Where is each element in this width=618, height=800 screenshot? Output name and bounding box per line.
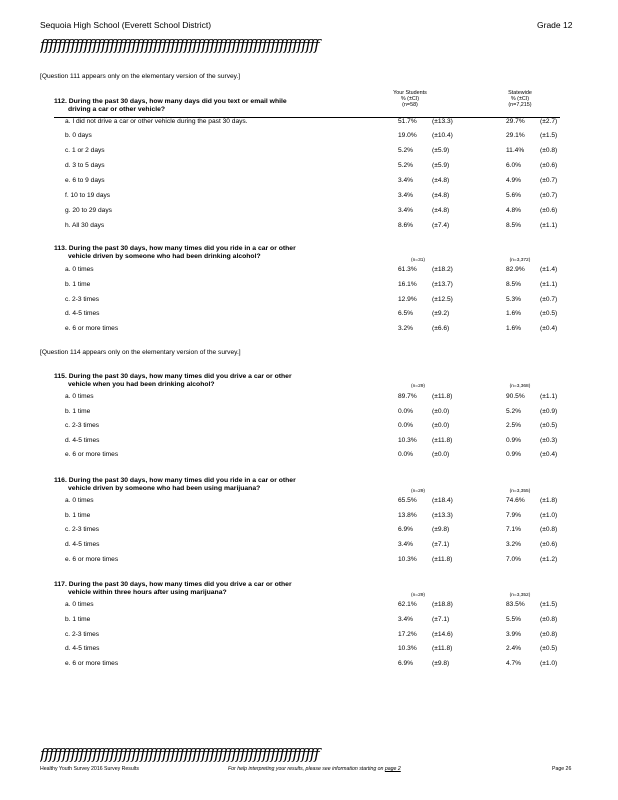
table-row: e. 6 to 9 days 3.4% (±4.8) 4.9% (±0.7) <box>65 177 558 184</box>
school-header: Sequoia High School (Everett School District) <box>40 20 212 30</box>
n-count-local: (n=31) <box>411 258 425 263</box>
table-row: d. 4-5 times 10.3% (±11.8) 0.9% (±0.3) <box>65 437 558 444</box>
table-row: c. 1 or 2 days 5.2% (±5.9) 11.4% (±0.8) <box>65 147 558 154</box>
note-question-114: [Question 114 appears only on the elementary version of the survey.] <box>40 349 241 356</box>
table-row: e. 6 or more times 3.2% (±6.6) 1.6% (±0.4) <box>65 325 558 332</box>
table-row: d. 4-5 times 6.5% (±9.2) 1.6% (±0.5) <box>65 310 558 317</box>
table-row: a. I did not drive a car or other vehicle during the past 30 days. 51.7% (±13.3) 29.7% (±2.7) <box>65 118 558 125</box>
grade-label: Grade 12 <box>537 20 573 30</box>
question-116-title: 116. During the past 30 days, how many times did you ride in a car or other vehicle driven by someone who had been using marijuana? <box>54 477 296 492</box>
table-row: a. 0 times 65.5% (±18.4) 74.6% (±1.8) <box>65 497 558 504</box>
table-row: b. 1 time 13.8% (±13.3) 7.9% (±1.0) <box>65 512 558 519</box>
table-row: b. 1 time 0.0% (±0.0) 5.2% (±0.9) <box>65 408 558 415</box>
table-row: d. 4-5 times 3.4% (±7.1) 3.2% (±0.6) <box>65 541 558 548</box>
n-count-state: (n=3,372) <box>509 258 531 263</box>
table-row: c. 2-3 times 0.0% (±0.0) 2.5% (±0.5) <box>65 422 558 429</box>
table-row: c. 2-3 times 12.9% (±12.5) 5.3% (±0.7) <box>65 296 558 303</box>
page-2-link[interactable]: page 2 <box>384 766 401 772</box>
footer-survey-title: Healthy Youth Survey 2016 Survey Results <box>40 766 139 772</box>
table-row: c. 2-3 times 17.2% (±14.6) 3.9% (±0.8) <box>65 631 558 638</box>
table-row: d. 3 to 5 days 5.2% (±5.9) 6.0% (±0.6) <box>65 162 558 169</box>
table-row: b. 1 time 16.1% (±13.7) 8.5% (±1.1) <box>65 281 558 288</box>
n-count-state: (n=3,368) <box>509 384 531 389</box>
table-row: e. 6 or more times 10.3% (±11.8) 7.0% (±1.2) <box>65 556 558 563</box>
n-count-state: (n=3,352) <box>509 593 531 598</box>
n-count-local: (n=29) <box>411 593 425 598</box>
table-row: e. 6 or more times 6.9% (±9.8) 4.7% (±1.0) <box>65 660 558 667</box>
question-113-title: 113. During the past 30 days, how many times did you ride in a car or other vehicle driven by someone who had been drinking alcohol? <box>54 245 296 260</box>
table-row: a. 0 times 62.1% (±18.8) 83.5% (±1.5) <box>65 601 558 608</box>
n-count-state: (n=3,355) <box>509 489 531 494</box>
table-row: a. 0 times 89.7% (±11.8) 90.5% (±1.1) <box>65 393 558 400</box>
table-row: c. 2-3 times 6.9% (±9.8) 7.1% (±0.8) <box>65 526 558 533</box>
decorative-rule-top: ffffffffffffffffffffffffffffffffffffffffffffffffffffffffffffffff <box>40 36 319 54</box>
n-count-local: (n=29) <box>411 384 425 389</box>
question-115-title: 115. During the past 30 days, how many times did you drive a car or other vehicle when you had been drinking alcohol? <box>54 373 292 388</box>
table-row: d. 4-5 times 10.3% (±11.8) 2.4% (±0.5) <box>65 645 558 652</box>
table-row: b. 1 time 3.4% (±7.1) 5.5% (±0.8) <box>65 616 558 623</box>
n-count-local: (n=29) <box>411 489 425 494</box>
page-number: Page 26 <box>552 766 572 772</box>
question-117-title: 117. During the past 30 days, how many times did you drive a car or other vehicle within three hours after using marijuana? <box>54 581 292 596</box>
table-row: h. All 30 days 8.6% (±7.4) 8.5% (±1.1) <box>65 222 558 229</box>
your-students-header: Your Students % (±CI) (n=58) <box>393 90 427 109</box>
table-row: e. 6 or more times 0.0% (±0.0) 0.9% (±0.4) <box>65 451 558 458</box>
statewide-header: Statewide % (±CI) (n=7,215) <box>508 90 532 109</box>
question-112-title: 112. During the past 30 days, how many days did you text or email while driving a car or other vehicle? <box>54 98 287 113</box>
footer-help-text: For help interpreting your results, please see information starting on page 2 <box>228 766 401 772</box>
table-row: f. 10 to 19 days 3.4% (±4.8) 5.6% (±0.7) <box>65 192 558 199</box>
decorative-rule-bottom: ffffffffffffffffffffffffffffffffffffffffffffffffffffffffffffffff <box>40 745 319 763</box>
table-row: g. 20 to 29 days 3.4% (±4.8) 4.8% (±0.6) <box>65 207 558 214</box>
table-row: b. 0 days 19.0% (±10.4) 29.1% (±1.5) <box>65 132 558 139</box>
note-question-111: [Question 111 appears only on the elementary version of the survey.] <box>40 73 241 80</box>
table-row: a. 0 times 61.3% (±18.2) 82.9% (±1.4) <box>65 266 558 273</box>
